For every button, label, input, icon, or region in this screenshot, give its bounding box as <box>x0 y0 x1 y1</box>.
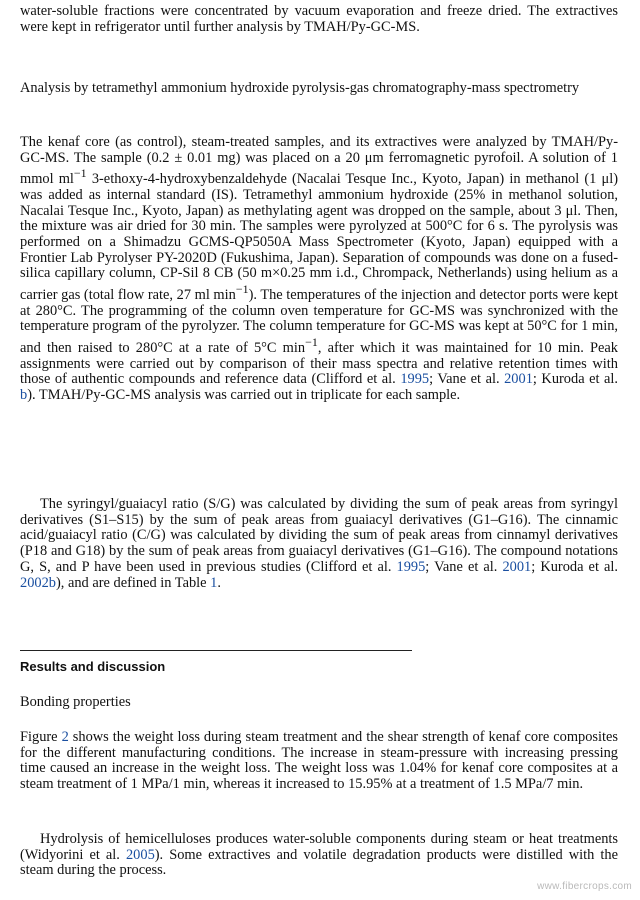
subsection-heading-bonding: Bonding properties <box>20 694 131 710</box>
figure-link[interactable]: 2 <box>61 729 69 745</box>
citation-link[interactable]: 2002b <box>20 574 56 591</box>
subsection-heading-tmah-analysis: Analysis by tetramethyl ammonium hydroxide pyrolysis-gas chromatography-mass spectrometry <box>20 80 580 96</box>
section-heading-results: Results and discussion <box>20 659 166 674</box>
paragraph-tmah-method: The kenaf core (as control), steam-treated samples, and its extractives were analyzed by TMAH/Py-GC-MS. The sample (0.2 ± 0.01 mg) was placed on a 20 μm ferromagnetic pyrofoil. A solution of 1 mmol $ml^{-1}$ 3-ethoxy-4-hydroxybenzaldehyde (Nacalai Tesque Inc., Kyoto, Japan) in methanol (1 μl) was added as internal standard (IS). Tetramethyl ammonium hydroxide (25% in methanol solution, Nacalai Tesque Inc., Kyoto, Japan) as methylating agent was dropped on the sample, about 3 μl. Then, the mixture was air dried for 30 min. The samples were pyrolyzed at 500°C for 6 s. The pyrolysis was performed on a Shimadzu GCMS-QP5050A Mass Spectrometer (Kyoto, Japan) equipped with a Frontier Lab Pyrolyser PY-2020D (Fukushima, Japan). Separation of compounds was done on a fused-silica capillary column, CP-Sil 8 CB (50 m×0.25 mm i.d., Chrompack, Netherlands) using helium as a carrier gas (total flow rate, 27 ml $\min^{-1}$). The temperatures of the injection and detector ports were kept at 280°C. The programming of the column oven temperature for GC-MS was synchronized with the temperature program of the pyrolyzer. The column temperature for GC-MS was kept at 50°C for 1 min, and then raised to 280°C at a rate of 5°C $\min^{-1}$, after which it was maintained for 10 min. Peak assignments were carried out by comparison of their mass spectra and relative retention times with those of authentic compounds and reference data (Clifford et al. 1995; Vane et al. 2001; Kuroda et al. b). TMAH/Py-GC-MS analysis was carried out in triplicate for each sample. <box>20 134 619 403</box>
paragraph-hydrolysis: Hydrolysis of hemicelluloses produces water-soluble components during steam or heat treatments (Widyorini et al. 2005). Some extractives and volatile degradation products were distilled with the steam during the process. <box>20 831 618 879</box>
citation-link[interactable]: 1995 <box>400 371 430 388</box>
watermark: www.fibercrops.com <box>537 881 632 892</box>
table-link[interactable]: 1 <box>210 574 218 591</box>
paragraph-extraction-end: water-soluble fractions were concentrated by vacuum evaporation and freeze dried. The extractives were kept in refrigerator until further analysis by TMAH/Py-GC-MS. <box>20 3 618 35</box>
paragraph-ratio-calculation: The syringyl/guaiacyl ratio (S/G) was calculated by dividing the sum of peak areas from syringyl derivatives (S1–S15) by the sum of peak areas from guaiacyl derivatives (G1–G16). The cinnamic acid/guaiacyl ratio (C/G) was calculated by dividing the sum of peak areas from cinnamyl derivatives (P18 and G18) by the sum of peak areas from guaiacyl derivatives (G1–G16). The compound notations G, S, and P have been used in previous studies (Clifford et al. 1995; Vane et al. 2001; Kuroda et al. 2002b), and are defined in Table 1. <box>20 496 618 591</box>
citation-link[interactable]: 2001 <box>504 371 533 388</box>
citation-link[interactable]: 2001 <box>502 558 532 575</box>
paragraph-figure-weight-loss: Figure 2 shows the weight loss during steam treatment and the shear strength of kenaf core composites for the different manufacturing conditions. The increase in steam-pressure with increasing pressing time caused an increase in the weight loss. The weight loss was 1.04% for kenaf core composites at a steam treatment of 1 MPa/1 min, whereas it increased to 15.95% at a treatment of 1.5 MPa/7 min. <box>20 729 618 793</box>
citation-link[interactable]: 1995 <box>396 558 426 575</box>
citation-link[interactable]: 2005 <box>125 846 155 863</box>
citation-link[interactable]: b <box>20 386 28 403</box>
section-divider <box>20 650 412 651</box>
